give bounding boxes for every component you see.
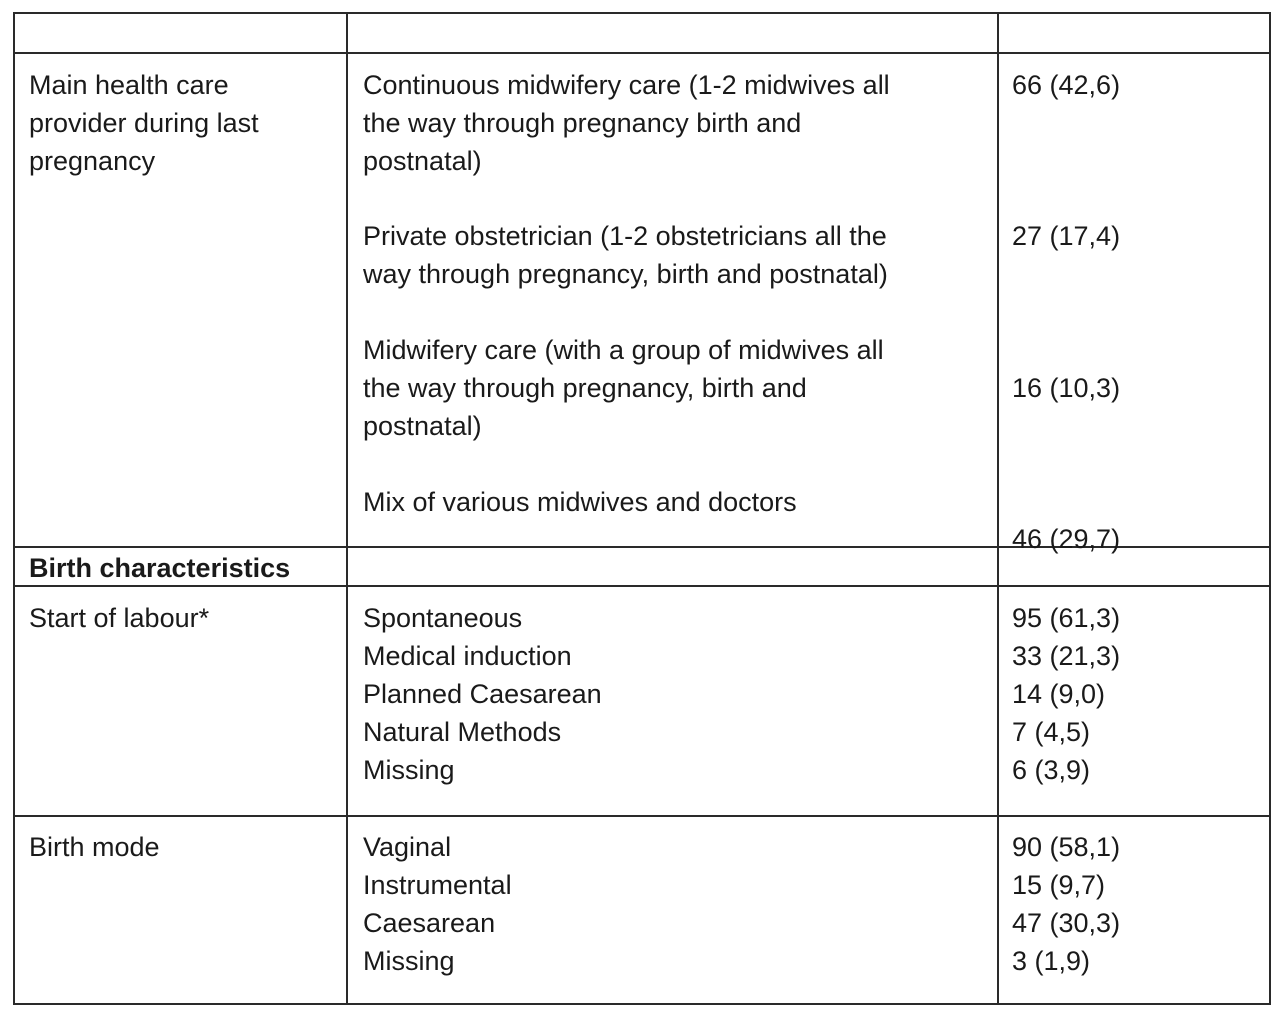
data-table	[13, 12, 1271, 1005]
column-divider-2	[997, 14, 999, 1003]
provider-option-1-line-2: the way through pregnancy birth and	[363, 108, 802, 138]
row-divider-header	[15, 52, 1269, 54]
provider-option-2-line-1: Private obstetrician (1-2 obstetricians all the	[363, 221, 887, 251]
provider-option-4-value: 46 (29,7)	[1012, 524, 1121, 554]
labour-item-4: Natural Methods	[363, 717, 562, 747]
section-heading: Birth characteristics	[29, 553, 291, 583]
mode-label: Birth mode	[29, 832, 160, 862]
column-divider-1	[346, 14, 348, 1003]
provider-option-1-value: 66 (42,6)	[1012, 70, 1121, 100]
mode-value-4: 3 (1,9)	[1012, 946, 1091, 976]
labour-value-2: 33 (21,3)	[1012, 641, 1121, 671]
provider-label-line-1: Main health care	[29, 70, 229, 100]
mode-value-3: 47 (30,3)	[1012, 908, 1121, 938]
provider-option-3-value: 16 (10,3)	[1012, 373, 1121, 403]
mode-item-2: Instrumental	[363, 870, 512, 900]
provider-label-line-2: provider during last	[29, 108, 259, 138]
labour-value-1: 95 (61,3)	[1012, 603, 1121, 633]
labour-label: Start of labour*	[29, 603, 210, 633]
provider-option-3-line-3: postnatal)	[363, 411, 482, 441]
provider-option-4-line-1: Mix of various midwives and doctors	[363, 487, 797, 517]
labour-value-4: 7 (4,5)	[1012, 717, 1091, 747]
labour-item-2: Medical induction	[363, 641, 572, 671]
mode-item-4: Missing	[363, 946, 455, 976]
provider-label-line-3: pregnancy	[29, 146, 156, 176]
provider-option-3-line-1: Midwifery care (with a group of midwives all	[363, 335, 884, 365]
provider-option-2-value: 27 (17,4)	[1012, 221, 1121, 251]
provider-option-1-line-3: postnatal)	[363, 146, 482, 176]
labour-item-1: Spontaneous	[363, 603, 523, 633]
provider-option-3-line-2: the way through pregnancy, birth and	[363, 373, 807, 403]
mode-item-1: Vaginal	[363, 832, 452, 862]
mode-item-3: Caesarean	[363, 908, 496, 938]
labour-item-3: Planned Caesarean	[363, 679, 602, 709]
labour-item-5: Missing	[363, 755, 455, 785]
provider-option-1-line-1: Continuous midwifery care (1-2 midwives all	[363, 70, 890, 100]
labour-value-5: 6 (3,9)	[1012, 755, 1091, 785]
provider-option-2-line-2: way through pregnancy, birth and postnatal)	[363, 259, 888, 289]
labour-value-3: 14 (9,0)	[1012, 679, 1106, 709]
mode-value-1: 90 (58,1)	[1012, 832, 1121, 862]
mode-value-2: 15 (9,7)	[1012, 870, 1106, 900]
row-divider-labour	[15, 815, 1269, 817]
